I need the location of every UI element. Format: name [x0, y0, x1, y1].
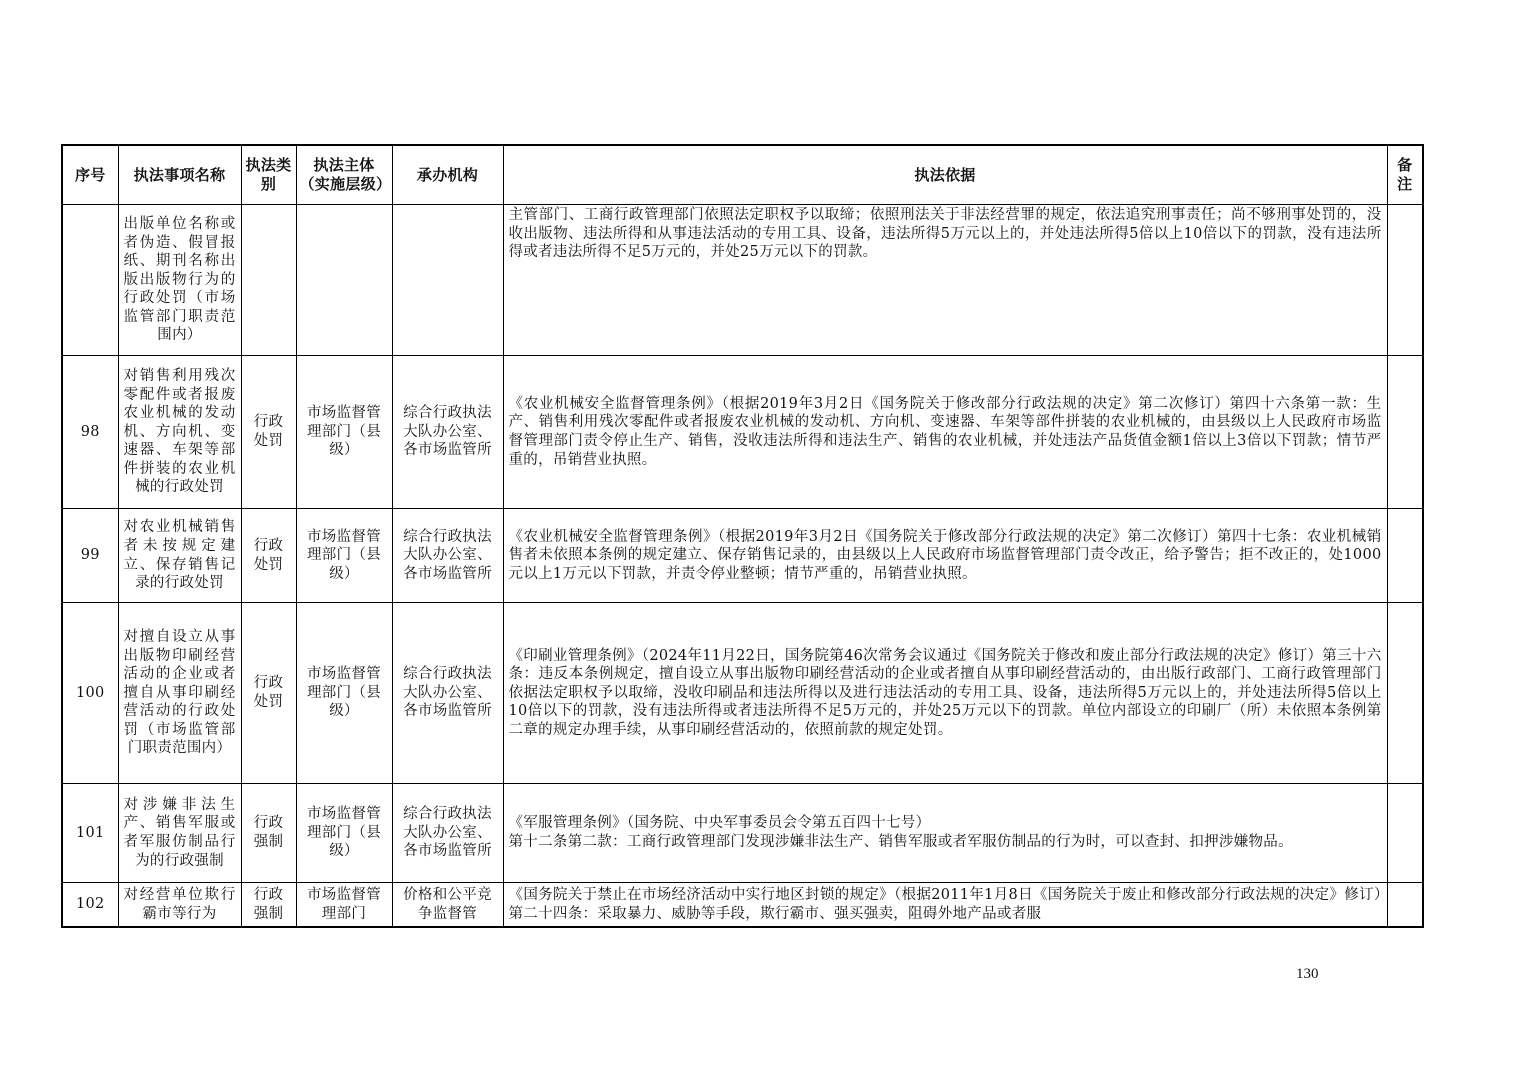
cell-basis: 《国务院关于禁止在市场经济活动中实行地区封锁的规定》（根据2011年1月8日《国务院关于废止和修改部分行政法规的决定》修订）第二十四条：采取暴力、威胁等手段，欺行霸市、强买强卖，阻碍外地产品或者服	[503, 883, 1387, 928]
cell-name: 对擅自设立从事出版物印刷经营活动的企业或者擅自从事印刷经营活动的行政处罚（市场监管部门职责范围内）	[118, 603, 241, 784]
table-row	[62, 883, 1423, 928]
cell-no: 98	[62, 356, 118, 509]
header-name: 执法事项名称	[118, 145, 241, 205]
cell-name: 对经营单位欺行霸市等行为	[118, 883, 241, 928]
cell-remark	[1387, 356, 1423, 509]
table-header-row	[62, 145, 1423, 205]
cell-basis: 《农业机械安全监督管理条例》（根据2019年3月2日《国务院关于修改部分行政法规的决定》第二次修订）第四十七条：农业机械销售者未依照本条例的规定建立、保存销售记录的，由县级以上人民政府市场监督管理部门责令改正，给予警告；拒不改正的，处1000元以上1万元以下罚款，并责令停业整顿；情节严重的，吊销营业执照。	[503, 509, 1387, 603]
cell-no	[62, 205, 118, 356]
cell-org: 价格和公平竞争监督管	[392, 883, 503, 928]
header-org: 承办机构	[392, 145, 503, 205]
cell-category: 行政处罚	[241, 603, 296, 784]
cell-no: 99	[62, 509, 118, 603]
cell-subject: 市场监督管理部门（县级）	[296, 509, 392, 603]
cell-category	[241, 205, 296, 356]
basis-article-text: 第十二条第二款：工商行政管理部门发现涉嫌非法生产、销售军服或者军服仿制品的行为时，可以查封、扣押涉嫌物品。	[508, 834, 1293, 850]
cell-remark	[1387, 883, 1423, 928]
cell-org: 综合行政执法大队办公室、各市场监管所	[392, 784, 503, 883]
cell-no: 101	[62, 784, 118, 883]
table-row	[62, 603, 1423, 784]
cell-name: 对涉嫌非法生产、销售军服或者军服仿制品行为的行政强制	[118, 784, 241, 883]
cell-org: 综合行政执法大队办公室、各市场监管所	[392, 603, 503, 784]
basis-title-line: 《军服管理条例》（国务院、中央军事委员会令第五百四十七号）	[508, 815, 931, 832]
cell-no: 100	[62, 603, 118, 784]
cell-category: 行政处罚	[241, 356, 296, 509]
cell-name: 出版单位名称或者伪造、假冒报纸、期刊名称出版出版物行为的行政处罚（市场监管部门职责范围内）	[118, 205, 241, 356]
cell-remark	[1387, 784, 1423, 883]
cell-basis	[503, 784, 1387, 883]
cell-subject: 市场监督管理部门	[296, 883, 392, 928]
cell-name: 对农业机械销售者未按规定建立、保存销售记录的行政处罚	[118, 509, 241, 603]
cell-subject: 市场监督管理部门（县级）	[296, 356, 392, 509]
table-row	[62, 205, 1423, 356]
cell-basis: 《印刷业管理条例》（2024年11月22日，国务院第46次常务会议通过《国务院关于修改和废止部分行政法规的决定》修订）第三十六条：违反本条例规定，擅自设立从事出版物印刷经营活动的企业或者擅自从事印刷经营活动的，由出版行政部门、工商行政管理部门依据法定职权予以取缔，没收印刷品和违法所得以及进行违法活动的专用工具、设备，违法所得5万元以上的，并处违法所得5倍以上10倍以下的罚款，没有违法所得或者违法所得不足5万元的，并处25万元以下的罚款。单位内部设立的印刷厂（所）未依照本条例第二章的规定办理手续，从事印刷经营活动的，依照前款的规定处罚。	[503, 603, 1387, 784]
cell-basis: 主管部门、工商行政管理部门依照法定职权予以取缔；依照刑法关于非法经营罪的规定，依法追究刑事责任；尚不够刑事处罚的，没收出版物、违法所得和从事违法活动的专用工具、设备，违法所得5万元以上的，并处违法所得5倍以上10倍以下的罚款，没有违法所得或者违法所得不足5万元的，并处25万元以下的罚款。	[503, 205, 1387, 356]
cell-remark	[1387, 205, 1423, 356]
table-row	[62, 356, 1423, 509]
header-category: 执法类别	[241, 145, 296, 205]
cell-org: 综合行政执法大队办公室、各市场监管所	[392, 356, 503, 509]
cell-basis: 《农业机械安全监督管理条例》（根据2019年3月2日《国务院关于修改部分行政法规的决定》第二次修订）第四十六条第一款：生产、销售利用残次零配件或者报废农业机械的发动机、方向机、变速器、车架等部件拼装的农业机械的，由县级以上人民政府市场监督管理部门责令停止生产、销售，没收违法所得和违法生产、销售的农业机械，并处违法产品货值金额1倍以上3倍以下罚款；情节严重的，吊销营业执照。	[503, 356, 1387, 509]
cell-subject: 市场监督管理部门（县级）	[296, 784, 392, 883]
cell-subject	[296, 205, 392, 356]
cell-category: 行政强制	[241, 883, 296, 928]
cell-org: 综合行政执法大队办公室、各市场监管所	[392, 509, 503, 603]
header-subject: 执法主体（实施层级）	[296, 145, 392, 205]
cell-remark	[1387, 603, 1423, 784]
cell-org	[392, 205, 503, 356]
cell-category: 行政处罚	[241, 509, 296, 603]
header-basis: 执法依据	[503, 145, 1387, 205]
cell-remark	[1387, 509, 1423, 603]
table-row	[62, 784, 1423, 883]
cell-name: 对销售利用残次零配件或者报废农业机械的发动机、方向机、变速器、车架等部件拼装的农业机械的行政处罚	[118, 356, 241, 509]
table-row	[62, 509, 1423, 603]
cell-subject: 市场监督管理部门（县级）	[296, 603, 392, 784]
cell-category: 行政强制	[241, 784, 296, 883]
header-no: 序号	[62, 145, 118, 205]
header-remark: 备注	[1387, 145, 1423, 205]
page-number: 130	[1296, 966, 1319, 982]
enforcement-table	[61, 144, 1424, 928]
cell-no: 102	[62, 883, 118, 928]
